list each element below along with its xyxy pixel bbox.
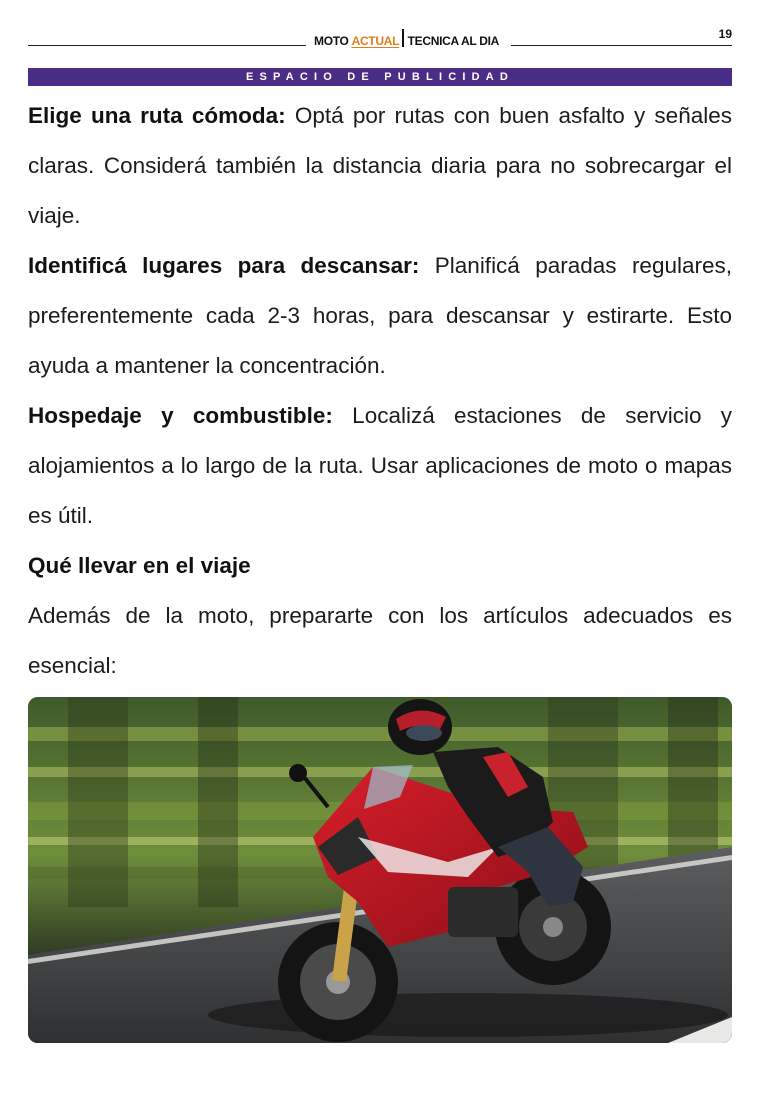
paragraph-lodging-title: Hospedaje y combustible: [28,403,333,428]
brand-section: TECNICA AL DIA [407,34,499,48]
page-header [28,24,732,50]
brand-divider [402,29,404,47]
paragraph-route-text: Optá por rutas con buen asfalto y señales claras. Considerá también la distancia diaria para no sobrecargar el viaje. [28,103,732,228]
paragraph-rest-text: Planificá paradas regulares, preferentemente cada 2-3 horas, para descansar y estirarte. Esto ayuda a mantener la concentración. [28,253,732,378]
motorcycle-rider-photo [28,697,732,1043]
paragraph-rest-title: Identificá lugares para descansar: [28,253,420,278]
section-heading: Qué llevar en el viaje [28,553,251,578]
paragraph-route [28,91,732,241]
header-rule-right [511,45,732,46]
article-body [28,91,732,691]
paragraph-lodging [28,391,732,541]
brand-actual: ACTUAL [351,34,400,48]
intro-paragraph: Además de la moto, prepararte con los artículos adecuados es esencial: [28,603,732,678]
brand-moto: MOTO [314,34,349,48]
paragraph-rest [28,241,732,391]
magazine-brand [314,32,499,50]
paragraph-lodging-text: Localizá estaciones de servicio y alojamientos a lo largo de la ruta. Usar aplicaciones de moto o mapas es útil. [28,403,732,528]
page-number: 19 [718,27,732,41]
paragraph-route-title: Elige una ruta cómoda: [28,103,286,128]
ad-space-banner[interactable]: ESPACIO DE PUBLICIDAD [28,68,732,86]
header-rule-left [28,45,306,46]
